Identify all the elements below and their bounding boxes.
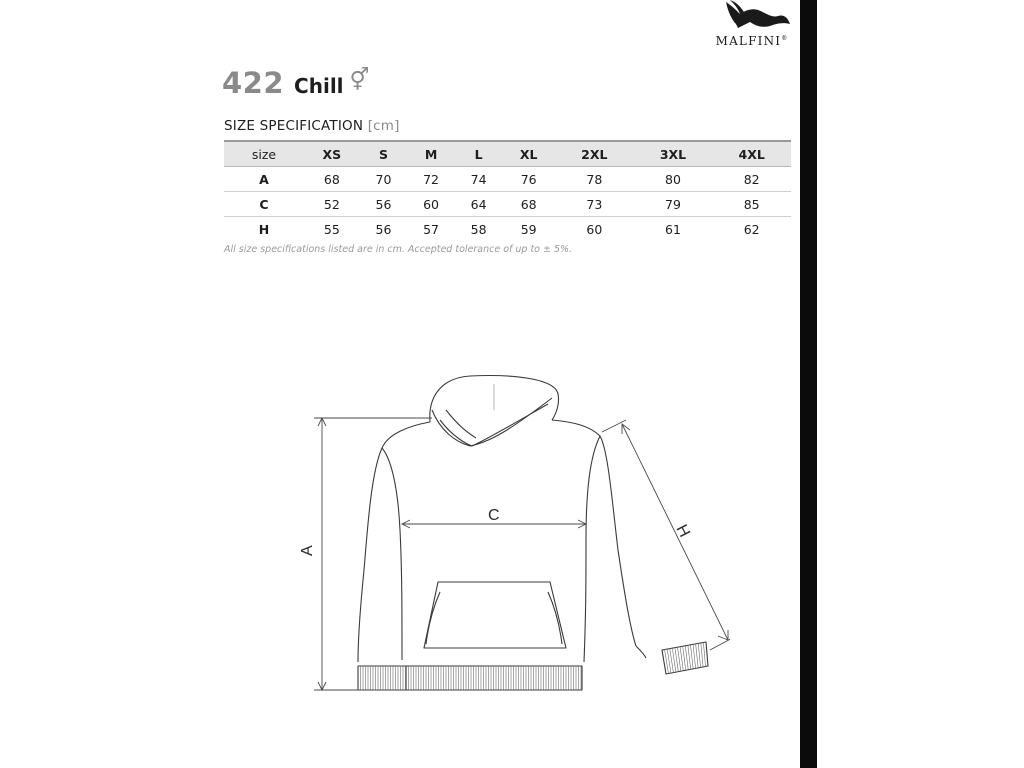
header-cell: XS: [304, 141, 360, 167]
table-cell: 68: [304, 167, 360, 192]
table-cell: 64: [455, 192, 503, 217]
rib-line: [703, 642, 705, 666]
rib-line: [701, 643, 703, 667]
table-cell: 82: [712, 167, 791, 192]
table-row: [224, 217, 791, 242]
table-cell: 56: [360, 192, 408, 217]
measure-h: [602, 420, 730, 650]
rib-line: [688, 645, 691, 669]
header-cell: size: [224, 141, 304, 167]
table-cell: 61: [665, 221, 681, 237]
table-cell: 76: [502, 167, 555, 192]
table-row: [224, 167, 791, 192]
label-c: C: [488, 507, 500, 524]
right-sleeve: [584, 436, 600, 662]
rib-line: [683, 646, 686, 670]
rib-line: [698, 643, 700, 667]
header-cell: S: [360, 141, 408, 167]
table-cell: 70: [360, 167, 408, 192]
table-cell: 59: [520, 221, 537, 237]
rib-line: [680, 647, 683, 671]
size-spec-heading: [224, 118, 400, 134]
rib-line: [685, 646, 688, 670]
rib-line: [693, 644, 696, 668]
table-cell: 78: [555, 167, 634, 192]
size-spec-title: SIZE SPECIFICATION: [224, 118, 364, 134]
table-row: [224, 192, 791, 217]
table-cell: 60: [407, 192, 455, 217]
waistband: [406, 666, 582, 690]
right-edge-bar: [800, 0, 817, 768]
header-cell: 2XL: [555, 141, 634, 167]
header-cell: L: [455, 141, 503, 167]
rib-line: [696, 644, 698, 668]
row-label: C: [224, 192, 304, 217]
header-cell: 4XL: [712, 141, 791, 167]
measure-a: [314, 418, 432, 690]
table-cell: 74: [455, 167, 503, 192]
table-cell: 85: [712, 192, 791, 217]
tolerance-note: All size specifications listed are in cm. Accepted tolerance of up to ± 5%.: [224, 244, 573, 255]
table-cell: 55: [323, 221, 340, 237]
table-cell: 79: [634, 192, 713, 217]
label-a: A: [299, 545, 316, 556]
product-number: 422: [222, 66, 285, 100]
table-cell: 72: [407, 167, 455, 192]
hoodie-diagram: [290, 370, 730, 710]
malfini-logo: [704, 0, 800, 52]
table-cell: 57: [423, 221, 439, 237]
row-label: A: [224, 167, 304, 192]
product-title: [222, 66, 369, 100]
table-cell: 52: [304, 192, 360, 217]
header-cell: 3XL: [634, 141, 713, 167]
unisex-icon: ⚥: [349, 68, 370, 93]
header-cell: XL: [502, 141, 555, 167]
row-label: H: [258, 221, 270, 237]
body-outline: [358, 422, 430, 662]
table-cell: 73: [555, 192, 634, 217]
brand-name: MALFINI®: [715, 34, 789, 48]
right-margin: [817, 0, 1024, 768]
table-cell: 62: [743, 221, 760, 237]
label-h: H: [672, 522, 693, 541]
table-cell: 58: [470, 221, 487, 237]
header-cell: M: [407, 141, 455, 167]
hood-inner: [432, 398, 552, 446]
size-spec-unit: [cm]: [367, 118, 400, 134]
kangaroo-pocket: [424, 582, 566, 648]
size-table: [224, 140, 791, 241]
rib-line: [690, 645, 693, 669]
left-sleeve: [382, 448, 402, 660]
product-name: Chill: [294, 74, 344, 98]
size-table-header: [224, 141, 791, 167]
bird-logo-icon: [722, 0, 792, 34]
table-cell: 80: [634, 167, 713, 192]
table-cell: 68: [502, 192, 555, 217]
table-cell: 56: [375, 221, 392, 237]
table-cell: 60: [586, 221, 603, 237]
